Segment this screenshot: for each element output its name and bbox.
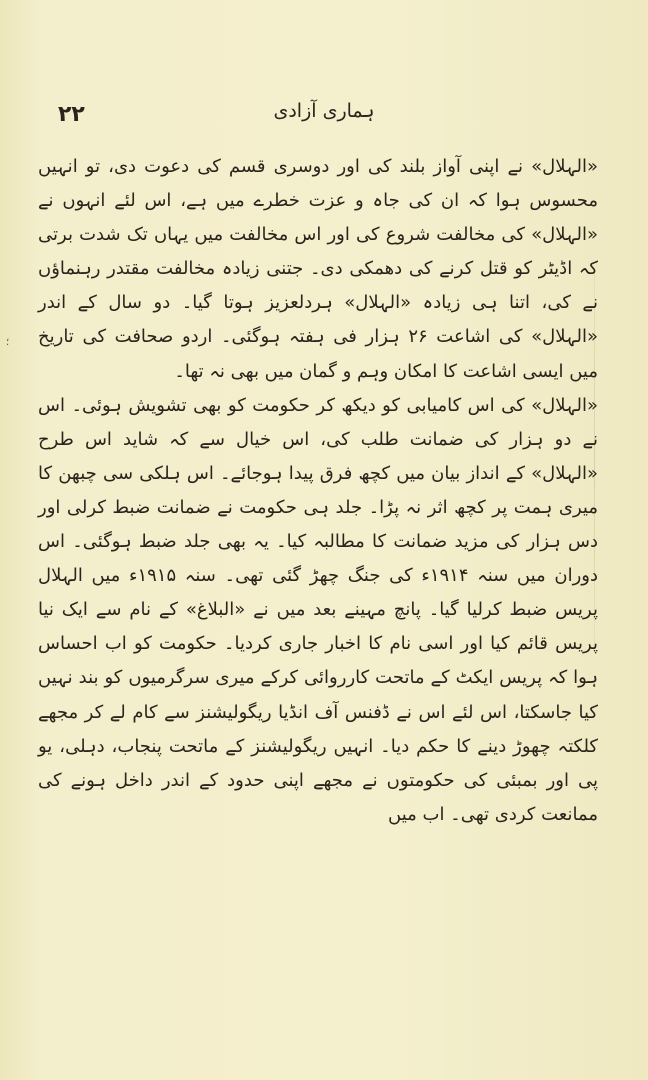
body-text [38,150,598,832]
running-title: ہماری آزادی [273,100,375,122]
paragraph-1: «الہلال» نے اپنی آواز بلند کی اور دوسری قسم کی دعوت دی، تو انہیں محسوس ہوا کہ ان کی جاہ و عزت خطرے میں ہے، اس لئے انہوں نے «الہلال» کی مخالفت شروع کی اور اس مخالفت میں یہاں تک شدت برتی کہ اڈیٹر کو قتل کرنے کی دھمکی دی۔ جتنی زیادہ مخالفت مقتدر رہنماؤں نے کی، اتنا ہی زیادہ «الہلال» ہردلعزیز ہوتا گیا۔ دو سال کے اندر «الہلال» کی اشاعت ۲۶ ہزار فی ہفتہ ہوگئی۔ اردو صحافت کی تاریخ میں ایسی اشاعت کا امکان وہم و گمان میں بھی نہ تھا۔ [38,156,598,382]
paragraph-2: «الہلال» کی اس کامیابی کو دیکھ کر حکومت کو بھی تشویش ہوئی۔ اس نے دو ہزار کی ضمانت طلب کی، اس خیال سے کہ شاید اس طرح «الہلال» کے انداز بیان میں کچھ فرق پیدا ہوجائے۔ اس ہلکی سی چبھن کا میری ہمت پر کچھ اثر نہ پڑا۔ جلد ہی حکومت نے ضمانت ضبط کرلی اور دس ہزار کی مزید ضمانت کا مطالبہ کیا۔ یہ بھی جلد ضبط ہوگئی۔ اس دوران میں سنہ ۱۹۱۴ء کی جنگ چھڑ گئی تھی۔ سنہ ۱۹۱۵ء میں الہلال پریس ضبط کرلیا گیا۔ پانچ مہینے بعد میں نے «البلاغ» کے نام سے ایک نیا پریس قائم کیا اور اسی نام کا اخبار جاری کردیا۔ حکومت کو اب احساس ہوا کہ پریس ایکٹ کے ماتحت کارروائی کرکے میری سرگرمیوں کو بند نہیں کیا جاسکتا، اس لئے اس نے ڈفنس آف انڈیا ریگولیشنز سے کام لے کر مجھے کلکتہ چھوڑ دینے کا حکم دیا۔ انہیں ریگولیشنز کے ماتحت پنجاب، دہلی، یو پی اور بمبئی کی حکومتوں نے مجھے اپنی حدود کے اندر داخل ہونے کی ممانعت کردی تھی۔ اب میں [38,394,598,825]
page-number: ۲۲ [58,102,85,127]
margin-mark: ؛ [6,337,10,348]
